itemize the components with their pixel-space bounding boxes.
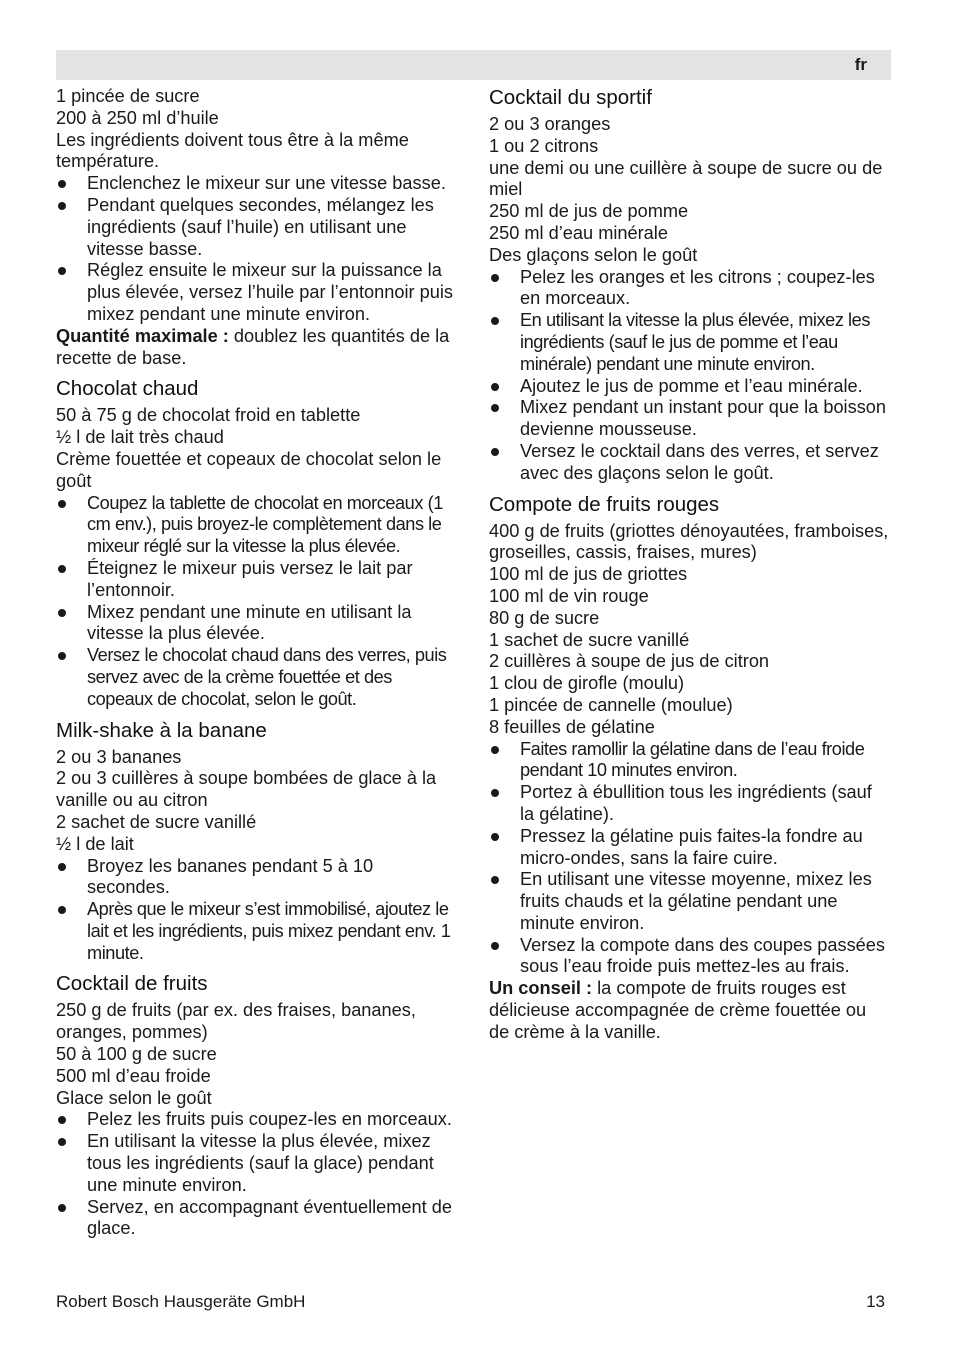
ingredient-line: 100 ml de vin rouge bbox=[489, 585, 649, 606]
instruction-item: Pelez les fruits puis coupez-les en morceaux. bbox=[56, 1109, 458, 1131]
instruction-item: Enclenchez le mixeur sur une vitesse basse. bbox=[56, 173, 458, 195]
instruction-list bbox=[56, 173, 458, 326]
instruction-list bbox=[56, 493, 458, 711]
ingredient-line: Crème fouettée et copeaux de chocolat selon le goût bbox=[56, 448, 442, 491]
recipe-title: Compote de fruits rouges bbox=[489, 492, 720, 516]
instruction-item: En utilisant la vitesse la plus élevée, mixez tous les ingrédients (sauf la glace) pendant une minute environ. bbox=[56, 1131, 458, 1196]
ingredient-line: 1 clou de girofle (moulu) bbox=[489, 673, 685, 694]
header-bar bbox=[56, 50, 891, 80]
instruction-item: Mixez pendant un instant pour que la boisson devienne mousseuse. bbox=[489, 397, 891, 441]
ingredient-line: 2 ou 3 cuillères à soupe bombées de glace à la vanille ou au citron bbox=[56, 768, 437, 811]
bullet-dot-icon bbox=[58, 652, 66, 660]
ingredient-line: 250 ml de jus de pomme bbox=[489, 201, 689, 222]
bullet-dot-icon bbox=[491, 274, 499, 282]
instruction-list bbox=[56, 1109, 458, 1240]
instruction-item: Faites ramollir la gélatine dans de l’eau froide pendant 10 minutes environ. bbox=[489, 739, 891, 783]
bullet-dot-icon bbox=[491, 448, 499, 456]
ingredient-line: 1 ou 2 citrons bbox=[489, 135, 599, 156]
tip-label: Un conseil : bbox=[489, 978, 593, 999]
ingredient-line: 2 ou 3 oranges bbox=[489, 114, 611, 134]
recipe-title: Chocolat chaud bbox=[56, 377, 199, 401]
recipe-title: Milk-shake à la banane bbox=[56, 718, 267, 742]
instruction-item: Versez le cocktail dans des verres, et servez avec des glaçons selon le goût. bbox=[489, 441, 891, 485]
bullet-dot-icon bbox=[58, 565, 66, 573]
ingredient-line: 8 feuilles de gélatine bbox=[489, 716, 655, 737]
instruction-item: Réglez ensuite le mixeur sur la puissance la plus élevée, versez l’huile par l’entonnoir puis mixez pendant une minute environ. bbox=[56, 260, 458, 325]
instruction-list bbox=[56, 856, 458, 965]
bullet-dot-icon bbox=[58, 1116, 66, 1124]
instruction-item: Broyez les bananes pendant 5 à 10 secondes. bbox=[56, 856, 458, 900]
ingredient-line: ½ l de lait très chaud bbox=[56, 427, 224, 448]
max-quantity-label: Quantité maximale : bbox=[56, 325, 229, 346]
right-column bbox=[489, 86, 891, 1044]
bullet-dot-icon bbox=[58, 500, 66, 508]
ingredient-line: 80 g de sucre bbox=[489, 607, 600, 628]
ingredient-line: 2 cuillères à soupe de jus de citron bbox=[489, 651, 770, 672]
bullet-dot-icon bbox=[58, 180, 66, 188]
recipe-title: Cocktail du sportif bbox=[489, 86, 652, 109]
bullet-dot-icon bbox=[491, 317, 499, 325]
bullet-dot-icon bbox=[491, 942, 499, 950]
ingredient-line: 50 à 75 g de chocolat froid en tablette bbox=[56, 405, 361, 426]
bullet-dot-icon bbox=[491, 876, 499, 884]
instruction-item: En utilisant une vitesse moyenne, mixez les fruits chauds et la gélatine pendant une minute environ. bbox=[489, 869, 891, 934]
bullet-dot-icon bbox=[58, 1138, 66, 1146]
language-code: fr bbox=[854, 55, 867, 74]
ingredient-line: 1 sachet de sucre vanillé bbox=[489, 629, 690, 650]
instruction-item: Éteignez le mixeur puis versez le lait par l’entonnoir. bbox=[56, 558, 458, 602]
bullet-dot-icon bbox=[491, 833, 499, 841]
bullet-dot-icon bbox=[58, 863, 66, 871]
ingredient-line: 250 g de fruits (par ex. des fraises, bananes, oranges, pommes) bbox=[56, 1000, 416, 1043]
tip-note bbox=[489, 978, 891, 1043]
ingredient-line: 1 pincée de cannelle (moulue) bbox=[489, 694, 733, 715]
bullet-dot-icon bbox=[58, 1204, 66, 1212]
instruction-item: Pelez les oranges et les citrons ; coupez-les en morceaux. bbox=[489, 267, 891, 311]
max-quantity-text: doublez les quantités de la recette de base. bbox=[56, 325, 450, 368]
instruction-item: Versez la compote dans des coupes passées sous l’eau froide puis mettez-les au frais. bbox=[489, 935, 891, 979]
ingredient-line: Les ingrédients doivent tous être à la même température. bbox=[56, 129, 409, 172]
instruction-item: Servez, en accompagnant éventuellement de glace. bbox=[56, 1197, 458, 1241]
bullet-dot-icon bbox=[58, 202, 66, 210]
instruction-list bbox=[489, 739, 891, 979]
instruction-item: En utilisant la vitesse la plus élevée, mixez les ingrédients (sauf le jus de pomme et l’eau minérale) pendant une minute environ. bbox=[489, 310, 891, 375]
tip-text: la compote de fruits rouges est délicieuse accompagnée de crème fouettée ou de crème à la vanille. bbox=[489, 978, 867, 1042]
recipe-title: Cocktail de fruits bbox=[56, 972, 208, 996]
bullet-dot-icon bbox=[491, 746, 499, 754]
ingredient-line: 500 ml d’eau froide bbox=[56, 1065, 211, 1086]
page-number: 13 bbox=[866, 1292, 885, 1311]
instruction-item: Ajoutez le jus de pomme et l’eau minérale. bbox=[489, 376, 891, 398]
ingredient-line: 50 à 100 g de sucre bbox=[56, 1044, 217, 1065]
ingredient-line: une demi ou une cuillère à soupe de sucre ou de miel bbox=[489, 157, 883, 200]
ingredient-line: 1 pincée de sucre bbox=[56, 86, 200, 106]
ingredient-line: 250 ml d’eau minérale bbox=[489, 222, 668, 243]
ingredient-line: 100 ml de jus de griottes bbox=[489, 564, 688, 585]
instruction-item: Portez à ébullition tous les ingrédients (sauf la gélatine). bbox=[489, 782, 891, 826]
left-column bbox=[56, 86, 458, 1240]
bullet-dot-icon bbox=[491, 789, 499, 797]
ingredient-line: ½ l de lait bbox=[56, 833, 134, 854]
ingredient-line: Des glaçons selon le goût bbox=[489, 244, 698, 265]
max-quantity-note bbox=[56, 326, 458, 370]
bullet-dot-icon bbox=[58, 609, 66, 617]
footer-company: Robert Bosch Hausgeräte GmbH bbox=[56, 1292, 306, 1311]
bullet-dot-icon bbox=[58, 267, 66, 275]
instruction-item: Pendant quelques secondes, mélangez les ingrédients (sauf l’huile) en utilisant une vitesse basse. bbox=[56, 195, 458, 260]
ingredient-line: 2 ou 3 bananes bbox=[56, 746, 182, 767]
instruction-item: Pressez la gélatine puis faites-la fondre au micro-ondes, sans la faire cuire. bbox=[489, 826, 891, 870]
instruction-list bbox=[489, 267, 891, 485]
instruction-item: Coupez la tablette de chocolat en morceaux (1 cm env.), puis broyez-le complètement dans le mixeur réglé sur la vitesse la plus élevée. bbox=[56, 493, 458, 558]
instruction-item: Versez le chocolat chaud dans des verres, puis servez avec de la crème fouettée et des copeaux de chocolat, selon le goût. bbox=[56, 645, 458, 710]
bullet-dot-icon bbox=[58, 906, 66, 914]
ingredient-line: 2 sachet de sucre vanillé bbox=[56, 811, 257, 832]
bullet-dot-icon bbox=[491, 404, 499, 412]
instruction-item: Mixez pendant une minute en utilisant la vitesse la plus élevée. bbox=[56, 602, 458, 646]
ingredient-line: 200 à 250 ml d’huile bbox=[56, 107, 219, 128]
ingredient-line: Glace selon le goût bbox=[56, 1087, 212, 1108]
instruction-item: Après que le mixeur s’est immobilisé, ajoutez le lait et les ingrédients, puis mixez pendant env. 1 minute. bbox=[56, 899, 458, 964]
bullet-dot-icon bbox=[491, 383, 499, 391]
ingredient-line: 400 g de fruits (griottes dénoyautées, framboises, groseilles, cassis, fraises, mures) bbox=[489, 520, 889, 563]
